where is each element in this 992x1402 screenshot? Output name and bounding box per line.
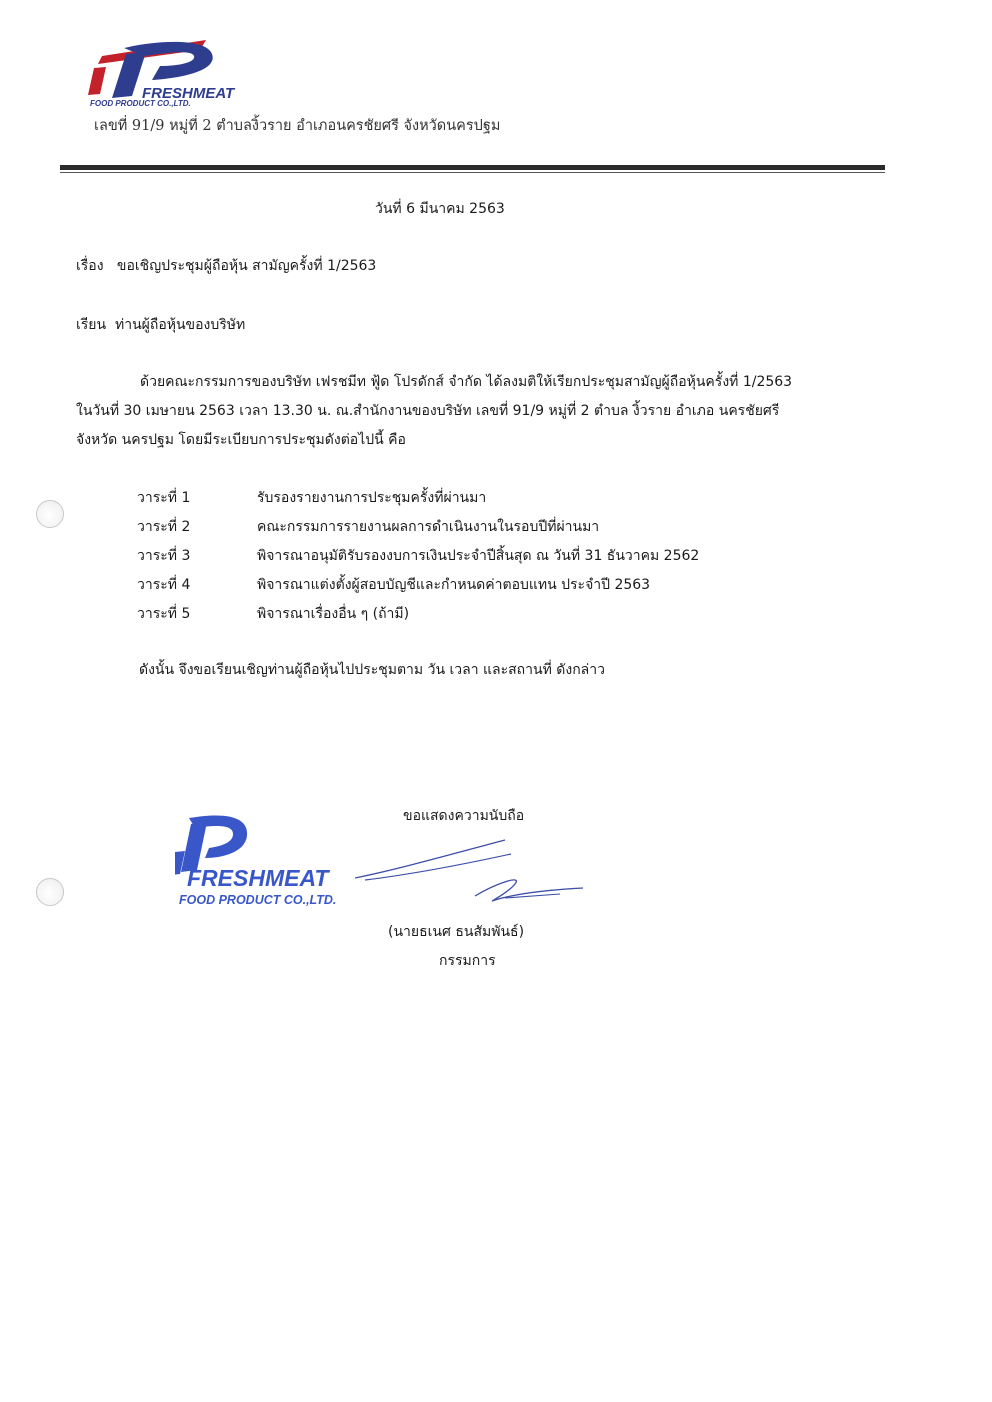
body-line: ในวันที่ 30 เมษายน 2563 เวลา 13.30 น. ณ.สำนักงานของบริษัท เลขที่ 91/9 หมู่ที่ 2 ตำบล งิ้วราย อำเภอ นครชัยศรี — [76, 403, 780, 419]
agenda-item-text: พิจารณาเรื่องอื่น ๆ (ถ้ามี) — [257, 606, 410, 622]
agenda-number: วาระที่ 3 — [137, 548, 191, 564]
header-divider-thin — [60, 172, 885, 173]
signatory-title: กรรมการ — [439, 953, 496, 969]
body-line: ด้วยคณะกรรมการของบริษัท เฟรชมีท ฟู้ด โปรดักส์ จำกัด ได้ลงมติให้เรียกประชุมสามัญผู้ถือหุ้นครั้งที่ 1/2563 — [140, 374, 793, 390]
header-divider — [60, 165, 885, 170]
subject-text: ขอเชิญประชุมผู้ถือหุ้น สามัญครั้งที่ 1/2563 — [116, 258, 377, 274]
company-stamp — [175, 812, 370, 910]
salutation-row — [76, 315, 245, 335]
handwritten-signature — [355, 834, 595, 914]
subject-row — [76, 256, 376, 276]
agenda-item-text: คณะกรรมการรายงานผลการดำเนินงานในรอบปีที่ผ่านมา — [257, 519, 600, 535]
agenda-number: วาระที่ 1 — [137, 490, 191, 506]
logo-brand-text: FRESHMEAT — [142, 85, 235, 102]
agenda-number: วาระที่ 4 — [137, 577, 191, 593]
company-logo — [88, 38, 278, 108]
agenda-item-text: พิจารณาแต่งตั้งผู้สอบบัญชีและกำหนดค่าตอบแทน ประจำปี 2563 — [257, 577, 651, 593]
regards-text: ขอแสดงความนับถือ — [403, 808, 525, 824]
agenda-number: วาระที่ 2 — [137, 519, 191, 535]
agenda-item-text: พิจารณาอนุมัติรับรองงบการเงินประจำปีสิ้นสุด ณ วันที่ 31 ธันวาคม 2562 — [257, 548, 700, 564]
company-address: เลขที่ 91/9 หมู่ที่ 2 ตำบลงิ้วราย อำเภอนครชัยศรี จังหวัดนครปฐม — [94, 118, 501, 134]
punch-hole — [36, 878, 64, 906]
svg-text:FRESHMEAT: FRESHMEAT — [187, 865, 329, 891]
logo-subbrand-text: FOOD PRODUCT CO.,LTD. — [90, 99, 191, 108]
salutation-text: ท่านผู้ถือหุ้นของบริษัท — [114, 317, 246, 333]
agenda-item-text: รับรองรายงานการประชุมครั้งที่ผ่านมา — [257, 490, 487, 506]
body-line: จังหวัด นครปฐม โดยมีระเบียบการประชุมดังต่อไปนี้ คือ — [76, 432, 406, 448]
agenda-number: วาระที่ 5 — [137, 606, 191, 622]
closing-text: ดังนั้น จึงขอเรียนเชิญท่านผู้ถือหุ้นไปประชุมตาม วัน เวลา และสถานที่ ดังกล่าว — [139, 662, 605, 678]
salutation-label: เรียน — [76, 317, 107, 333]
signatory-name: (นายธเนศ ธนสัมพันธ์) — [388, 924, 525, 940]
subject-label: เรื่อง — [76, 258, 104, 274]
letter-date: วันที่ 6 มีนาคม 2563 — [375, 201, 505, 217]
svg-text:FOOD PRODUCT CO.,LTD.: FOOD PRODUCT CO.,LTD. — [179, 893, 337, 907]
punch-hole — [36, 500, 64, 528]
